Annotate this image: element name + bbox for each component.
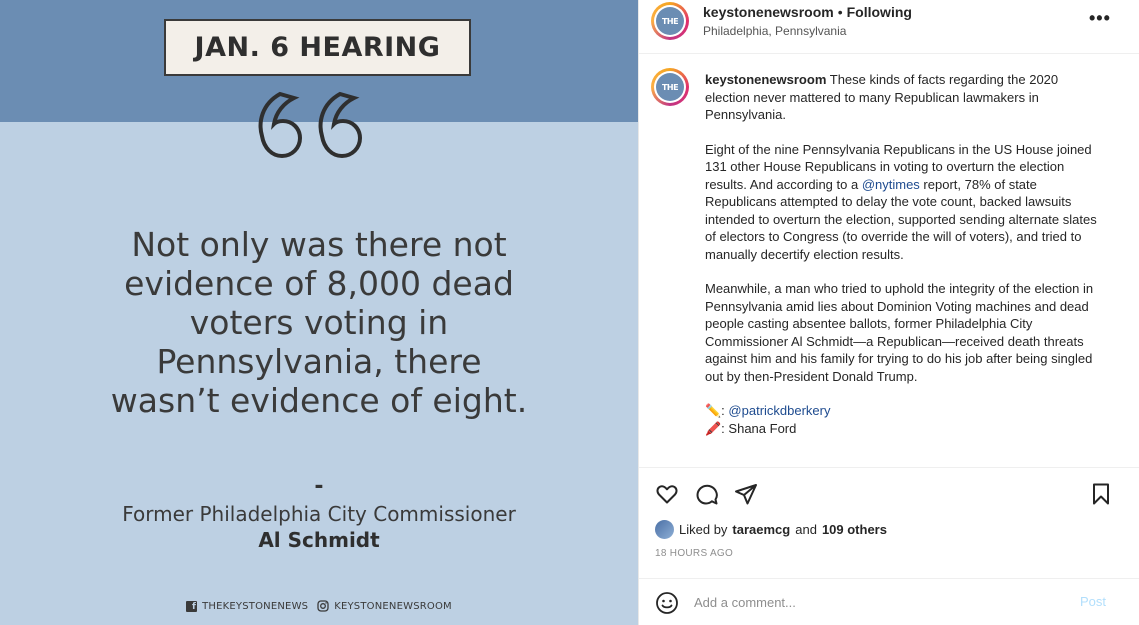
avatar-logo: THE (656, 7, 684, 35)
liker-avatar[interactable] (655, 520, 674, 539)
footer-facebook-handle: THEKEYSTONENEWS (202, 600, 309, 612)
facebook-icon: f (186, 601, 197, 612)
hearing-tag: JAN. 6 HEARING (164, 19, 471, 76)
header-username-row (703, 4, 912, 20)
footer-instagram-handle: KEYSTONENEWSROOM (334, 600, 452, 612)
attribution-name: Al Schmidt (258, 528, 380, 552)
instagram-icon (317, 600, 329, 612)
share-icon[interactable] (734, 482, 758, 506)
credit-writer (705, 402, 1105, 420)
mention-link[interactable]: @patrickdberkery (728, 403, 831, 418)
caption-text-span: report, 78% of state Republicans attempted to delay the vote count, backed lawsuits intended to overturn the election, supported sending alternate slates of electors to Congress (to override the will of voters), and tried to manually decertify election results. (705, 176, 1097, 262)
mention-link[interactable]: @nytimes (861, 176, 920, 192)
separator-dot: • (837, 4, 843, 20)
post-timestamp[interactable]: 18 HOURS AGO (655, 548, 734, 559)
emoji-icon[interactable] (655, 591, 679, 615)
post-panel (638, 0, 1139, 625)
avatar-ring (654, 5, 686, 37)
pencil-icon: ✏️: (705, 403, 729, 418)
likes-prefix: Liked by (679, 522, 728, 537)
caption-text-span: Eight of the nine Pennsylvania Republicans in the US House joined 131 other House Republicans in voting to overturn the election results. And according to a (705, 141, 1092, 192)
avatar[interactable] (651, 2, 689, 40)
heart-icon[interactable] (655, 482, 679, 506)
bookmark-icon[interactable] (1089, 482, 1113, 506)
caption-section (639, 54, 1139, 468)
caption-first-text: These kinds of facts regarding the 2020 election never mattered to many Republican lawmakers in Pennsylvania. (705, 72, 1059, 122)
credit-artist (705, 420, 1105, 438)
avatar-logo: THE (656, 73, 684, 101)
caption-paragraph (705, 71, 1105, 124)
header-username[interactable]: keystonenewsroom (703, 4, 834, 20)
location-link[interactable]: Philadelphia, Pennsylvania (703, 24, 847, 38)
likes-row (655, 520, 887, 539)
likes-middle: and (795, 522, 817, 537)
likes-others-link[interactable]: 109 others (821, 522, 887, 537)
avatar-ring (654, 71, 686, 103)
caption-avatar[interactable] (651, 68, 689, 106)
following-button[interactable]: Following (846, 4, 912, 20)
comment-input[interactable] (694, 591, 1054, 613)
caption-paragraph: Meanwhile, a man who tried to uphold the integrity of the election in Pennsylvania amid lies about Dominion Voting machines and dead people casting absentee ballots, former Philadelphia City Commissioner Al Schmidt—a Republican—received death threats against him and his family for trying to do his job after being singled out by then-President Donald Trump. (705, 281, 1094, 384)
image-footer (0, 600, 638, 612)
caption-username[interactable]: keystonenewsroom (705, 72, 827, 87)
quote-line: Pennsylvania, there (156, 342, 482, 381)
artist-name: Shana Ford (728, 420, 797, 436)
caption-text (705, 71, 1105, 437)
quote-text (60, 225, 578, 420)
comment-icon[interactable] (695, 482, 719, 506)
liker-username[interactable]: taraemcg (732, 522, 791, 537)
comment-bar (639, 578, 1139, 625)
post-header (639, 0, 1139, 54)
crayon-icon: 🖍️: (705, 420, 729, 436)
caption-paragraph (705, 141, 1105, 264)
post-comment-button[interactable]: Post (1080, 594, 1107, 609)
quote-mark-icon (250, 84, 390, 164)
quote-line: voters voting in (189, 303, 449, 342)
action-bar (639, 476, 1139, 512)
more-horizontal-icon[interactable]: ••• (1089, 8, 1111, 28)
attribution-role: Former Philadelphia City Commissioner (122, 502, 516, 526)
quote-line: wasn’t evidence of eight. (110, 381, 528, 420)
quote-dash: - (314, 474, 324, 499)
quote-line: Not only was there not (131, 225, 507, 264)
quote-line: evidence of 8,000 dead (124, 264, 514, 303)
